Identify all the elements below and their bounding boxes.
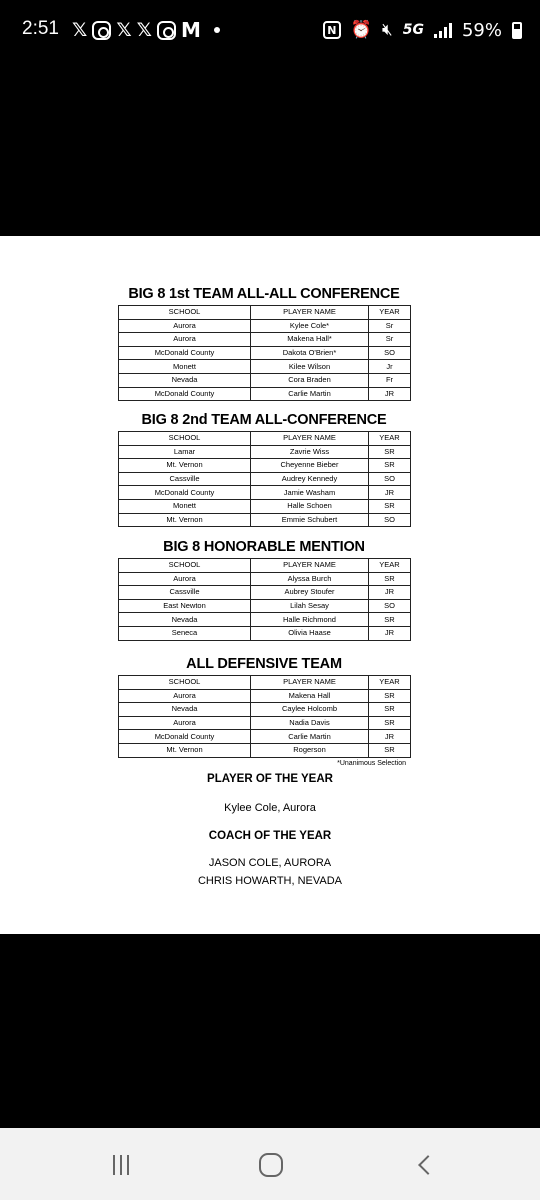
school-cell: Cassville — [119, 586, 251, 600]
network-type: 5G — [402, 22, 424, 38]
player-cell: Makena Hall* — [251, 333, 369, 347]
school-cell: Monett — [119, 499, 251, 513]
table-row — [119, 716, 411, 730]
section-title: BIG 8 1st TEAM ALL-ALL CONFERENCE — [128, 286, 400, 302]
player-cell: Makena Hall — [251, 689, 369, 703]
table-row — [119, 572, 411, 586]
column-header: SCHOOL — [119, 306, 251, 320]
player-cell: Cora Braden — [251, 373, 369, 387]
gmail-icon: M — [180, 18, 201, 42]
player-cell: Lilah Sesay — [251, 599, 369, 613]
year-cell: JR — [369, 387, 411, 401]
section-title: ALL DEFENSIVE TEAM — [186, 656, 342, 672]
column-header: YEAR — [369, 306, 411, 320]
table-header-row — [119, 676, 411, 690]
first-team-table — [118, 305, 411, 401]
player-cell: Olivia Haase — [251, 626, 369, 640]
x-icon: 𝕏 — [136, 19, 152, 41]
year-cell: JR — [369, 626, 411, 640]
year-cell: Sr — [369, 333, 411, 347]
battery-percent: 59% — [461, 19, 502, 41]
notification-icons — [72, 18, 220, 42]
school-cell: McDonald County — [119, 346, 251, 360]
coach-of-year-title: COACH OF THE YEAR — [208, 830, 332, 842]
player-cell: Cheyenne Bieber — [251, 459, 369, 473]
year-cell: SO — [369, 599, 411, 613]
player-cell: Carlie Martin — [251, 730, 369, 744]
player-cell: Emmie Schubert — [251, 513, 369, 527]
coach-name: JASON COLE, AURORA — [208, 857, 332, 869]
player-of-year-name: Kylee Cole, Aurora — [224, 802, 316, 814]
school-cell: East Newton — [119, 599, 251, 613]
table-row — [119, 626, 411, 640]
table-row — [119, 373, 411, 387]
all-defensive-table — [118, 675, 411, 758]
table-row — [119, 703, 411, 717]
year-cell: SR — [369, 689, 411, 703]
coach-name: CHRIS HOWARTH, NEVADA — [197, 875, 343, 887]
player-cell: Aubrey Stoufer — [251, 586, 369, 600]
school-cell: McDonald County — [119, 730, 251, 744]
honorable-mention-section — [118, 539, 410, 641]
school-cell: Monett — [119, 360, 251, 374]
year-cell: SO — [369, 472, 411, 486]
year-cell: JR — [369, 486, 411, 500]
player-cell: Halle Schoen — [251, 499, 369, 513]
year-cell: SR — [369, 613, 411, 627]
player-cell: Alyssa Burch — [251, 572, 369, 586]
player-cell: Jamie Washam — [251, 486, 369, 500]
all-defensive-section — [118, 656, 410, 758]
school-cell: Aurora — [119, 572, 251, 586]
school-cell: McDonald County — [119, 486, 251, 500]
column-header: YEAR — [369, 559, 411, 573]
school-cell: Aurora — [119, 333, 251, 347]
instagram-icon — [157, 21, 176, 40]
year-cell: SR — [369, 445, 411, 459]
school-cell: Mt. Vernon — [119, 459, 251, 473]
year-cell: JR — [369, 586, 411, 600]
x-icon: 𝕏 — [72, 19, 88, 41]
player-cell: Halle Richmond — [251, 613, 369, 627]
player-cell: Carlie Martin — [251, 387, 369, 401]
school-cell: Cassville — [119, 472, 251, 486]
player-cell: Rogerson — [251, 743, 369, 757]
table-row — [119, 346, 411, 360]
section-title: BIG 8 HONORABLE MENTION — [163, 539, 365, 555]
table-header-row — [119, 559, 411, 573]
year-cell: SR — [369, 499, 411, 513]
status-bar — [0, 0, 540, 62]
table-row — [119, 586, 411, 600]
school-cell: Mt. Vernon — [119, 513, 251, 527]
school-cell: Nevada — [119, 613, 251, 627]
honorable-mention-table — [118, 558, 411, 641]
clock: 2:51 — [22, 18, 59, 39]
table-row — [119, 459, 411, 473]
column-header: PLAYER NAME — [251, 676, 369, 690]
alarm-icon: ⏰ — [350, 20, 373, 40]
table-header-row — [119, 432, 411, 446]
year-cell: SO — [369, 513, 411, 527]
more-notifications-dot-icon — [214, 27, 220, 33]
year-cell: Sr — [369, 319, 411, 333]
year-cell: Jr — [369, 360, 411, 374]
first-team-section — [118, 286, 410, 401]
battery-icon — [512, 22, 522, 39]
nfc-icon: N — [323, 21, 341, 39]
school-cell: Mt. Vernon — [119, 743, 251, 757]
player-cell: Audrey Kennedy — [251, 472, 369, 486]
navigation-bar — [0, 1128, 540, 1200]
player-cell: Nadia Davis — [251, 716, 369, 730]
player-cell: Kylee Cole* — [251, 319, 369, 333]
footnote: *Unanimous Selection — [337, 760, 406, 767]
year-cell: Fr — [369, 373, 411, 387]
table-row — [119, 472, 411, 486]
table-row — [119, 360, 411, 374]
table-row — [119, 513, 411, 527]
table-row — [119, 689, 411, 703]
x-icon: 𝕏 — [116, 19, 132, 41]
year-cell: SO — [369, 346, 411, 360]
school-cell: McDonald County — [119, 387, 251, 401]
signal-icon — [434, 22, 452, 38]
instagram-icon — [92, 21, 111, 40]
home-icon[interactable] — [256, 1150, 286, 1180]
second-team-table — [118, 431, 411, 527]
player-cell: Caylee Holcomb — [251, 703, 369, 717]
mute-icon: 🔇︎ — [382, 20, 393, 40]
table-row — [119, 486, 411, 500]
column-header: PLAYER NAME — [251, 432, 369, 446]
year-cell: JR — [369, 730, 411, 744]
column-header: SCHOOL — [119, 676, 251, 690]
year-cell: SR — [369, 572, 411, 586]
table-row — [119, 743, 411, 757]
school-cell: Lamar — [119, 445, 251, 459]
table-row — [119, 730, 411, 744]
second-team-section — [118, 412, 410, 527]
table-row — [119, 445, 411, 459]
column-header: YEAR — [369, 432, 411, 446]
document-image[interactable] — [0, 236, 540, 934]
recents-icon[interactable] — [104, 1150, 138, 1180]
player-cell: Kilee Wilson — [251, 360, 369, 374]
system-icons — [323, 17, 522, 43]
table-row — [119, 613, 411, 627]
back-icon[interactable] — [410, 1150, 440, 1180]
year-cell: SR — [369, 716, 411, 730]
table-row — [119, 599, 411, 613]
column-header: YEAR — [369, 676, 411, 690]
player-cell: Zavrie Wiss — [251, 445, 369, 459]
year-cell: SR — [369, 743, 411, 757]
column-header: SCHOOL — [119, 432, 251, 446]
table-row — [119, 387, 411, 401]
player-cell: Dakota O'Brien* — [251, 346, 369, 360]
year-cell: SR — [369, 703, 411, 717]
school-cell: Nevada — [119, 703, 251, 717]
school-cell: Nevada — [119, 373, 251, 387]
table-row — [119, 333, 411, 347]
table-row — [119, 319, 411, 333]
school-cell: Aurora — [119, 319, 251, 333]
table-header-row — [119, 306, 411, 320]
school-cell: Aurora — [119, 716, 251, 730]
school-cell: Aurora — [119, 689, 251, 703]
player-of-year-title: PLAYER OF THE YEAR — [207, 773, 333, 785]
table-row — [119, 499, 411, 513]
column-header: SCHOOL — [119, 559, 251, 573]
year-cell: SR — [369, 459, 411, 473]
section-title: BIG 8 2nd TEAM ALL-CONFERENCE — [141, 412, 387, 428]
school-cell: Seneca — [119, 626, 251, 640]
column-header: PLAYER NAME — [251, 559, 369, 573]
column-header: PLAYER NAME — [251, 306, 369, 320]
